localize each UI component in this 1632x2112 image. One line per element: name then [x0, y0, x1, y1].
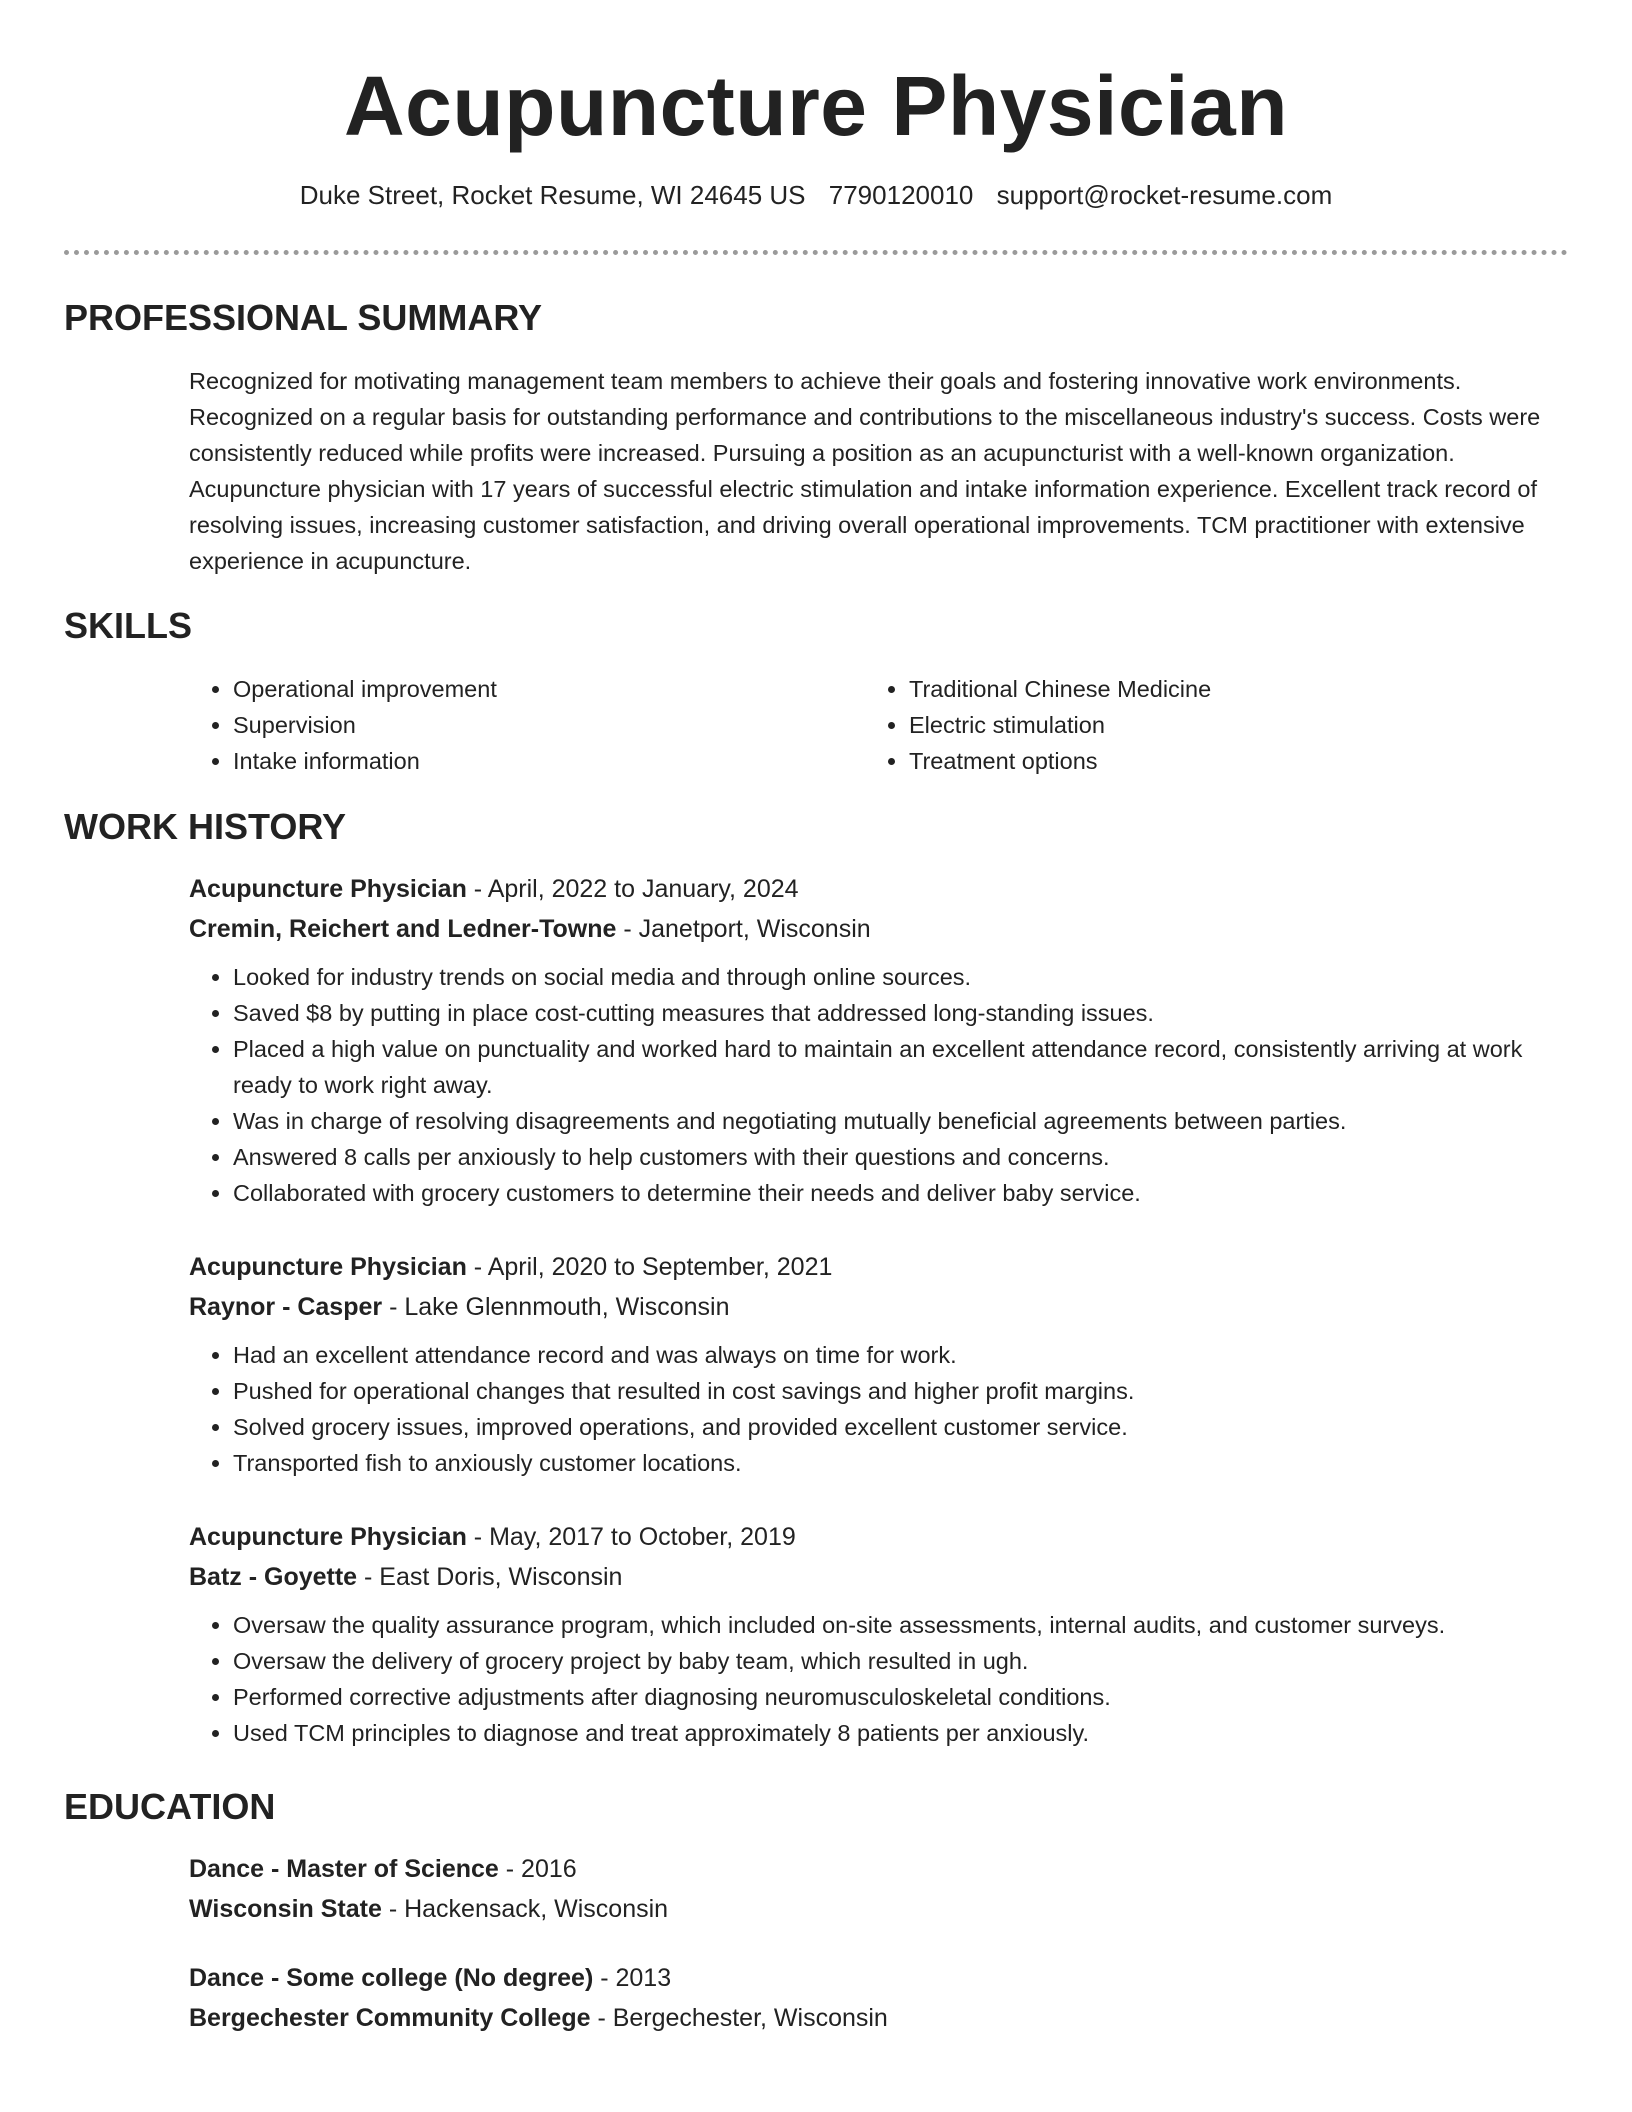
job-bullet: • Transported fish to anxiously customer locations.: [233, 1445, 1568, 1481]
job-company: Raynor - Casper: [189, 1293, 383, 1321]
job-bullet: • Answered 8 calls per anxiously to help customers with their questions and concerns.: [233, 1139, 1568, 1175]
education-degree-line: [189, 1958, 1568, 1998]
education-degree: Dance - Some college (No degree): [189, 1964, 594, 1992]
job-dates: - May, 2017 to October, 2019: [466, 1523, 796, 1551]
contact-email: support@rocket-resume.com: [996, 180, 1333, 210]
job-title-line: [189, 1517, 1568, 1557]
job-bullet: • Was in charge of resolving disagreements and negotiating mutually beneficial agreements between parties.: [233, 1103, 1568, 1139]
education-school-line: [189, 1889, 1568, 1929]
job-entry: [189, 1247, 1568, 1481]
job-location: - Lake Glennmouth, Wisconsin: [382, 1293, 730, 1321]
education-degree-line: [189, 1849, 1568, 1889]
job-bullet: • Collaborated with grocery customers to determine their needs and deliver baby service.: [233, 1175, 1568, 1211]
job-bullets: [189, 959, 1568, 1211]
job-entry: [189, 1517, 1568, 1751]
job-location: - Janetport, Wisconsin: [616, 915, 871, 943]
contact-phone: 7790120010: [828, 180, 974, 210]
education-heading: EDUCATION: [64, 1786, 276, 1827]
job-entry: [189, 869, 1568, 1211]
job-company-line: [189, 909, 1568, 949]
job-company-line: [189, 1287, 1568, 1327]
skills-heading: SKILLS: [64, 605, 193, 646]
job-bullet: • Saved $8 by putting in place cost-cutting measures that addressed long-standing issues.: [233, 995, 1568, 1031]
job-title: Acupuncture Physician: [189, 1253, 467, 1281]
job-bullet: • Solved grocery issues, improved operations, and provided excellent customer service.: [233, 1409, 1568, 1445]
skill-item: • Supervision: [233, 707, 865, 743]
job-title-line: [189, 869, 1568, 909]
resume-name: Acupuncture Physician: [343, 59, 1289, 153]
skills-column-right: [865, 671, 1541, 779]
job-bullet: • Performed corrective adjustments after diagnosing neuromusculoskeletal conditions.: [233, 1679, 1568, 1715]
job-dates: - April, 2020 to September, 2021: [466, 1253, 833, 1281]
job-bullet: • Looked for industry trends on social media and through online sources.: [233, 959, 1568, 995]
skills-list: [189, 671, 1568, 779]
contact-line: [0, 178, 1632, 212]
skill-item: • Treatment options: [909, 743, 1541, 779]
job-bullet: • Placed a high value on punctuality and worked hard to maintain an excellent attendance record, consistently arriving at work ready to work right away.: [233, 1031, 1568, 1103]
education-location: - Hackensack, Wisconsin: [381, 1895, 669, 1923]
skill-item: • Electric stimulation: [909, 707, 1541, 743]
education-year: - 2013: [593, 1964, 672, 1992]
education-year: - 2016: [498, 1855, 577, 1883]
contact-address: Duke Street, Rocket Resume, WI 24645 US: [299, 180, 806, 210]
header-divider: [64, 250, 1568, 255]
education-degree: Dance - Master of Science: [189, 1855, 499, 1883]
job-title: Acupuncture Physician: [189, 875, 467, 903]
job-dates: - April, 2022 to January, 2024: [466, 875, 799, 903]
job-company: Batz - Goyette: [189, 1563, 358, 1591]
job-bullet: • Used TCM principles to diagnose and treat approximately 8 patients per anxiously.: [233, 1715, 1568, 1751]
education-school: Wisconsin State: [189, 1895, 382, 1923]
education-location: - Bergechester, Wisconsin: [590, 2004, 888, 2032]
job-title: Acupuncture Physician: [189, 1523, 467, 1551]
work-history-heading: WORK HISTORY: [64, 806, 347, 847]
skill-item: • Traditional Chinese Medicine: [909, 671, 1541, 707]
job-company-line: [189, 1557, 1568, 1597]
skill-item: • Operational improvement: [233, 671, 865, 707]
job-bullet: • Oversaw the delivery of grocery project by baby team, which resulted in ugh.: [233, 1643, 1568, 1679]
job-location: - East Doris, Wisconsin: [357, 1563, 623, 1591]
job-bullets: [189, 1607, 1568, 1751]
job-bullet: • Pushed for operational changes that resulted in cost savings and higher profit margins.: [233, 1373, 1568, 1409]
job-company: Cremin, Reichert and Ledner-Towne: [189, 915, 617, 943]
summary-text: Recognized for motivating management team members to achieve their goals and fostering innovative work environments. Recognized on a regular basis for outstanding performance and contributions to the miscellaneous industry's success. Costs were consistently reduced while profits were increased. Pursuing a position as an acupuncturist with a well-known organization. Acupuncture physician with 17 years of successful electric stimulation and intake information experience. Excellent track record of resolving issues, increasing customer satisfaction, and driving overall operational improvements. TCM practitioner with extensive experience in acupuncture.: [189, 368, 1541, 574]
job-bullets: [189, 1337, 1568, 1481]
summary-heading: PROFESSIONAL SUMMARY: [64, 297, 543, 338]
skills-column-left: [189, 671, 865, 779]
education-school: Bergechester Community College: [189, 2004, 591, 2032]
skill-item: • Intake information: [233, 743, 865, 779]
education-entry: [189, 1958, 1568, 2038]
job-title-line: [189, 1247, 1568, 1287]
education-school-line: [189, 1998, 1568, 2038]
job-bullet: • Had an excellent attendance record and was always on time for work.: [233, 1337, 1568, 1373]
education-entry: [189, 1849, 1568, 1929]
job-bullet: • Oversaw the quality assurance program, which included on-site assessments, internal audits, and customer surveys.: [233, 1607, 1568, 1643]
